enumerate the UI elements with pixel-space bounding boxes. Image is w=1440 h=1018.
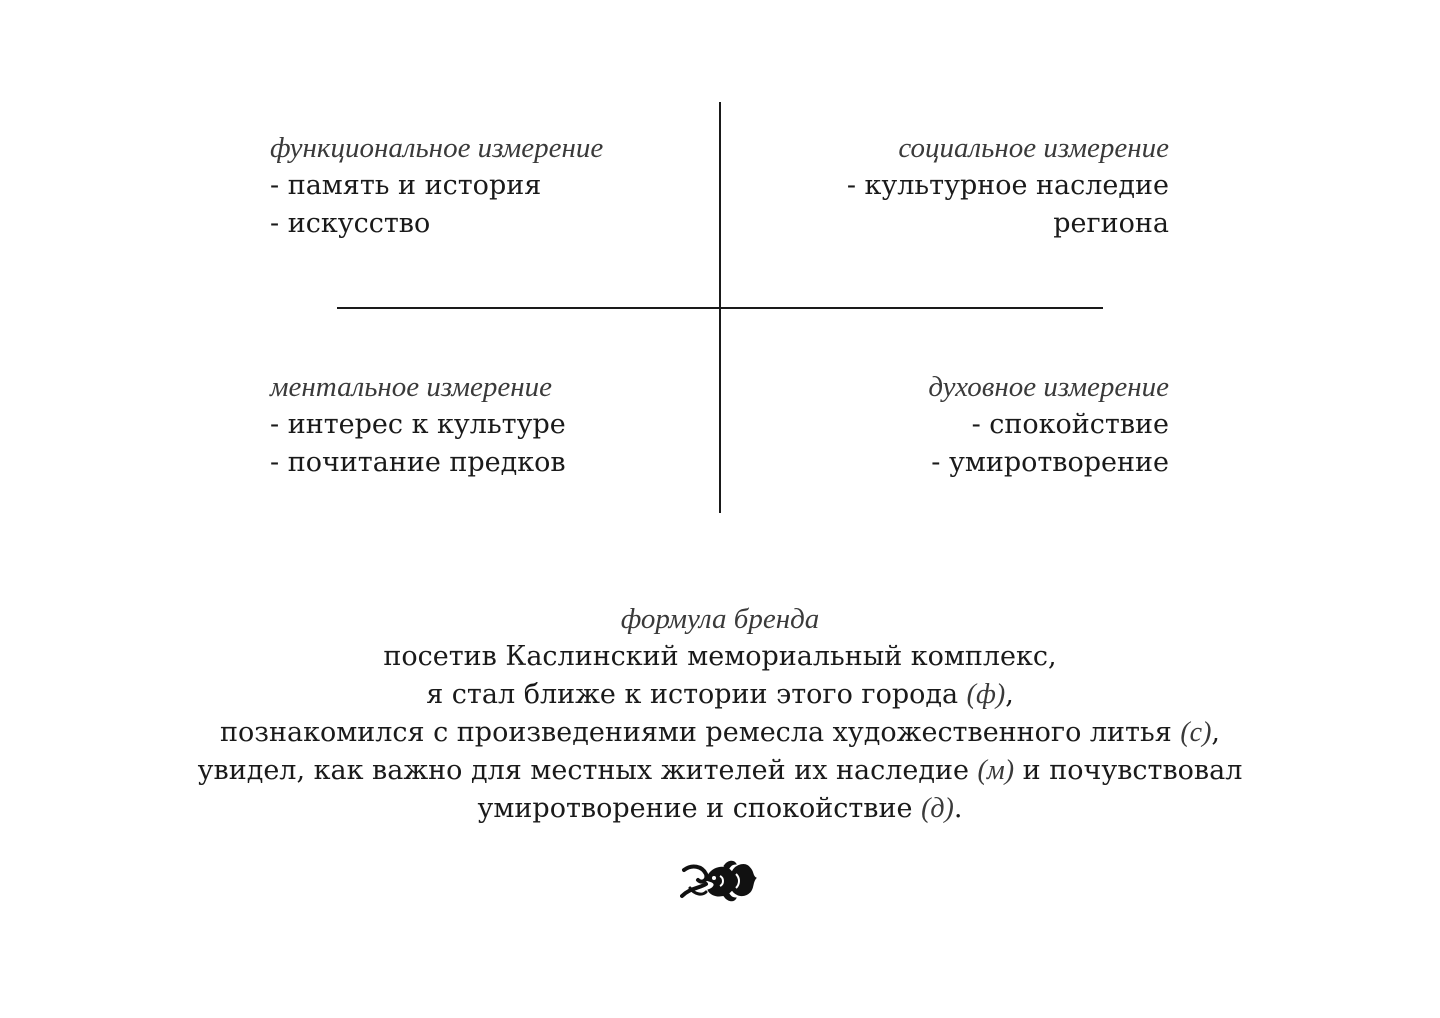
quadrant-title: социальное измерение [898,132,1169,164]
formula-text: . [953,793,963,824]
formula-title: формула бренда [620,603,820,635]
quadrant-item: - почитание предков [270,447,566,478]
quadrant-item: - умиротворение [931,447,1169,478]
formula-mark: (ф) [966,679,1006,710]
quadrant-title: ментальное измерение [270,371,553,403]
formula-text: умиротворение и спокойствие [477,793,922,824]
formula-line-4 [0,752,1440,790]
formula-mark: (м) [977,755,1015,786]
formula-text: , [1005,679,1014,710]
quadrant-title: духовное измерение [928,371,1169,403]
formula-line-3 [0,714,1440,752]
formula-text: и почувствовал [1014,755,1243,786]
quadrant-item: - память и история [270,170,542,201]
formula-line-2 [0,676,1440,714]
quadrant-social [749,129,1169,243]
quadrant-spiritual [749,368,1169,482]
floral-ornament-icon [680,858,760,904]
quadrant-item: - культурное наследие [846,170,1169,201]
quadrant-mental [270,368,690,482]
quadrant-item: - искусство [270,208,431,239]
formula-mark: (д) [921,793,954,824]
formula-line-5 [0,790,1440,828]
formula-mark: (с) [1180,717,1212,748]
quadrant-item: региона [1053,208,1169,239]
quadrant-item: - интерес к культуре [270,409,566,440]
quadrant-functional [270,129,690,243]
horizontal-axis [337,307,1103,309]
formula-line-1: посетив Каслинский мемориальный комплекс, [383,641,1057,672]
formula-text: , [1211,717,1220,748]
formula-text: я стал ближе к истории этого города [426,679,967,710]
brand-formula [0,600,1440,828]
formula-text: увидел, как важно для местных жителей их наследие [197,755,978,786]
quadrant-item: - спокойствие [971,409,1169,440]
quadrant-title: функциональное измерение [270,132,604,164]
formula-text: познакомился с произведениями ремесла художественного литья [220,717,1181,748]
